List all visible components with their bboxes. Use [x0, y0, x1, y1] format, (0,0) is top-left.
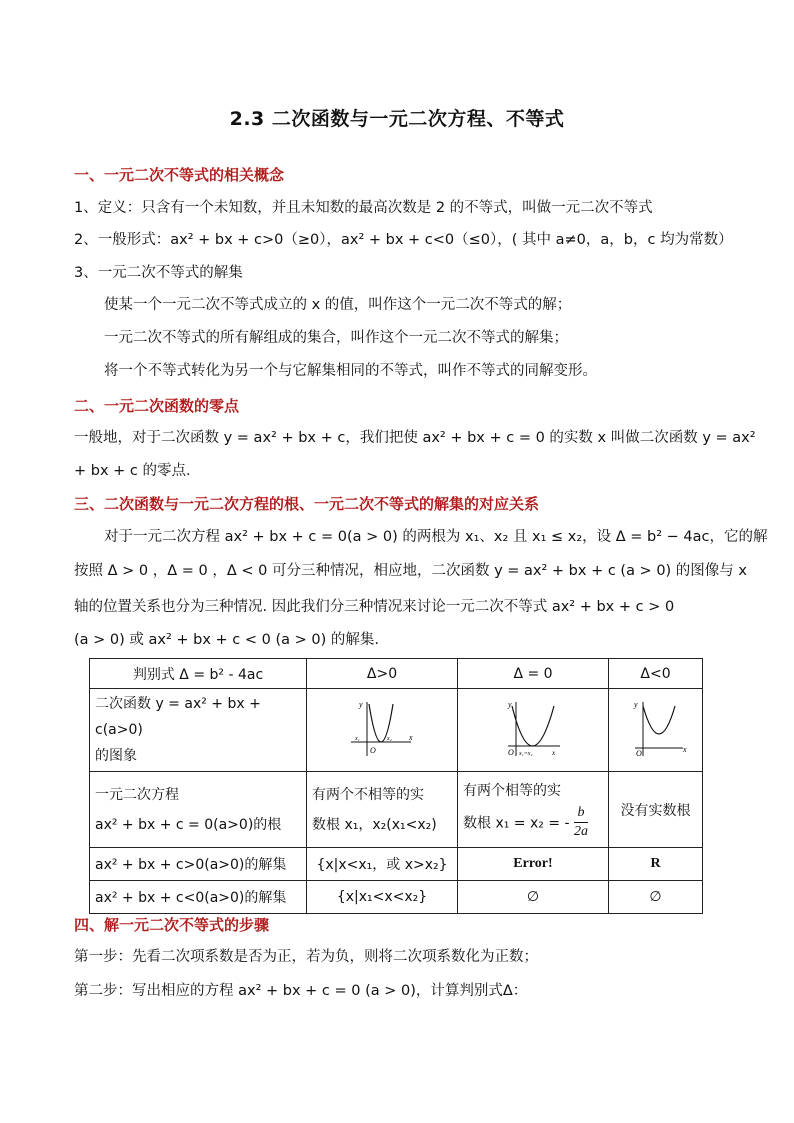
parabola-no-root-graph	[621, 698, 691, 758]
roots-row-label-line1: 一元二次方程	[95, 786, 179, 803]
equivalent-transform-line: 将一个不等式转化为另一个与它解集相同的不等式，叫作不等式的同解变形。	[104, 363, 597, 379]
graph1-x2-label: x₂	[387, 736, 392, 742]
relation-line-1: 对于一元二次方程 ax² + bx + c = 0(a > 0) 的两根为 x₁、x₂ 且 x₁ ≤ x₂，设 Δ = b² − 4ac，它的解	[104, 529, 768, 545]
header-delta-zero: Δ = 0	[458, 659, 609, 689]
section-heading-2: 二、一元二次函数的零点	[74, 397, 240, 415]
gt-delta-zero: Error!	[458, 848, 609, 881]
page-title: 2.3 二次函数与一元二次方程、不等式	[229, 108, 565, 130]
roots-equal-line2: 数根 x₁ = x₂ = -	[463, 815, 570, 832]
graph3-x-label: x	[682, 745, 687, 754]
graph1-origin-label: O	[370, 746, 376, 755]
graph-delta-positive	[307, 689, 458, 772]
section-heading-1: 一、一元二次不等式的相关概念	[74, 166, 285, 184]
parabola-one-root-graph	[498, 698, 568, 758]
header-discriminant: 判别式 Δ = b² - 4ac	[90, 659, 307, 689]
relation-table	[89, 658, 703, 914]
fraction-denominator: 2a	[574, 824, 589, 839]
section-heading-3: 三、二次函数与一元二次方程的根、一元二次不等式的解集的对应关系	[74, 495, 540, 513]
relation-line-2: 按照 Δ > 0 ，Δ = 0 ，Δ < 0 可分三种情况，相应地，二次函数 y = ax² + bx + c (a > 0) 的图像与 x	[74, 563, 748, 579]
graph2-origin-label: O	[508, 748, 514, 757]
relation-line-4: (a > 0) 或 ax² + bx + c < 0 (a > 0) 的解集.	[74, 632, 379, 648]
graph-row-label	[90, 689, 307, 772]
lt-row-label: ax² + bx + c<0(a>0)的解集	[90, 881, 307, 914]
graph3-origin-label: O	[635, 749, 642, 758]
roots-equal-line1: 有两个相等的实	[463, 783, 561, 799]
solution-set-def-line: 一元二次不等式的所有解组成的集合，叫作这个一元二次不等式的解集；	[104, 330, 568, 346]
graph1-x-label: x	[409, 733, 413, 742]
relation-line-3: 轴的位置关系也分为三种情况. 因此我们分三种情况来讨论一元二次不等式 ax² + bx + c > 0	[74, 599, 675, 615]
header-delta-negative: Δ<0	[609, 659, 703, 689]
graph1-y-label: y	[359, 700, 363, 709]
roots-two-line2: 数根 x₁，x₂(x₁<x₂)	[312, 816, 437, 833]
general-form-line: 2、一般形式：ax² + bx + c>0（≥0），ax² + bx + c<0（≤0），( 其中 a≠0，a，b，c 均为常数）	[74, 232, 733, 248]
graph2-x-label: x	[552, 749, 556, 757]
lt-delta-zero: ∅	[458, 881, 609, 914]
section-heading-4: 四、解一元二次不等式的步骤	[74, 916, 270, 934]
step-two-line: 第二步：写出相应的方程 ax² + bx + c = 0 (a > 0)，计算判别式Δ：	[74, 983, 528, 999]
parabola-two-roots-graph	[347, 698, 417, 758]
gt-row-label: ax² + bx + c>0(a>0)的解集	[90, 848, 307, 881]
solution-set-heading: 3、一元二次不等式的解集	[74, 265, 243, 281]
roots-two-line1: 有两个不相等的实	[312, 786, 424, 803]
definition-line: 1、定义：只含有一个未知数，并且未知数的最高次数是 2 的不等式，叫做一元二次不等式	[74, 200, 653, 216]
gt-delta-negative: R	[609, 848, 703, 881]
roots-row-label-line2: ax² + bx + c = 0(a>0)的根	[95, 816, 282, 833]
graph1-x1-label: x₁	[355, 736, 360, 742]
roots-delta-negative: 没有实数根	[609, 772, 703, 848]
roots-delta-positive	[307, 772, 458, 848]
roots-row-label	[90, 772, 307, 848]
header-delta-positive: Δ>0	[307, 659, 458, 689]
roots-equal-fraction	[574, 804, 588, 841]
graph-delta-zero	[458, 689, 609, 772]
lt-delta-positive: {x|x₁<x<x₂}	[307, 881, 458, 914]
zero-point-line-1: 一般地，对于二次函数 y = ax² + bx + c，我们把使 ax² + bx + c = 0 的实数 x 叫做二次函数 y = ax²	[74, 430, 756, 446]
graph3-y-label: y	[633, 700, 638, 709]
zero-point-line-2: + bx + c 的零点．	[74, 463, 201, 479]
graph-row-label-line1: 二次函数 y = ax² + bx + c(a>0)	[95, 696, 261, 738]
graph2-y-label: y	[508, 700, 512, 709]
roots-delta-zero	[458, 772, 609, 848]
graph2-x12-label: x₁=x₂	[519, 751, 533, 757]
lt-delta-negative: ∅	[609, 881, 703, 914]
gt-delta-positive: {x|x<x₁，或 x>x₂}	[307, 848, 458, 881]
graph-delta-negative	[609, 689, 703, 772]
step-one-line: 第一步：先看二次项系数是否为正，若为负，则将二次项系数化为正数；	[74, 949, 538, 965]
solution-def-line: 使某一个一元二次不等式成立的 x 的值，叫作这个一元二次不等式的解；	[104, 297, 572, 313]
graph-row-label-line2: 的图象	[95, 748, 137, 764]
fraction-numerator: b	[574, 804, 588, 823]
